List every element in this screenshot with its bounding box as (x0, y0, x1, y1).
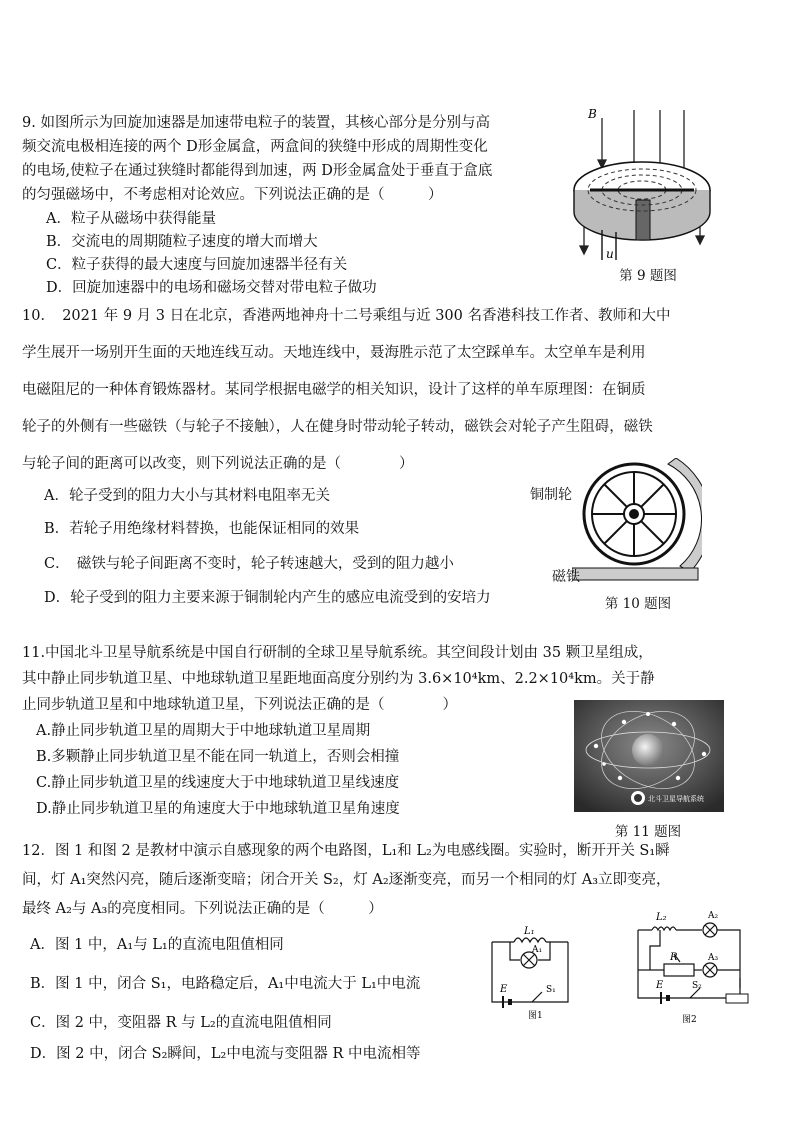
q12-option-c: C．图 2 中，变阻器 R 与 L₂的直流电阻值相同 (30, 1015, 332, 1031)
q11-option-a: A.静止同步轨道卫星的周期大于中地球轨道卫星周期 (36, 723, 371, 739)
fig1-label-s: S₁ (546, 985, 556, 995)
q12-line-3: 最终 A₂与 A₃的亮度相同。下列说法正确的是（ ） (22, 901, 383, 917)
fig2-label-a3: A₃ (708, 953, 719, 963)
label-b: B (588, 107, 597, 121)
label-u: u (606, 247, 614, 261)
fig1-label-e: E (500, 984, 508, 995)
q12-option-a: A．图 1 中，A₁与 L₁的直流电阻值相同 (30, 937, 284, 953)
fig2-label-a2: A₂ (708, 911, 719, 921)
q9-option-a: A．粒子从磁场中获得能量 (46, 211, 216, 227)
circuit-fig-1 (488, 910, 588, 1020)
q10-line-5: 与轮子间的距离可以改变，则下列说法正确的是（ ） (22, 456, 414, 472)
q10-caption: 第 10 题图 (604, 596, 672, 612)
fig1-label-l: L₁ (524, 926, 535, 937)
label-copper-wheel: 铜制轮 (530, 487, 572, 503)
label-magnet: 磁铁 (552, 569, 580, 585)
q12-line-1: 12．图 1 和图 2 是教材中演示自感现象的两个电路图，L₁和 L₂为电感线圈。实验时，断开开关 S₁瞬 (22, 843, 670, 859)
q11-option-d: D.静止同步轨道卫星的角速度大于中地球轨道卫星角速度 (36, 801, 400, 817)
q9-line-2: 频交流电极相连接的两个 D形金属盒，两盒间的狭缝中形成的周期性变化 (22, 139, 488, 155)
q10-line-2: 学生展开一场别开生面的天地连线互动。天地连线中，聂海胜示范了太空踩单车。太空单车是利用 (22, 345, 646, 361)
q11-option-c: C.静止同步轨道卫星的线速度大于中地球轨道卫星线速度 (36, 775, 400, 791)
q10-option-d: D．轮子受到的阻力主要来源于铜制轮内产生的感应电流受到的安培力 (44, 590, 491, 606)
fig1-label-a: A₁ (532, 945, 543, 955)
q9-line-3: 的电场,使粒子在通过狭缝时都能得到加速，两 D形金属盒处于垂直于盒底 (22, 163, 493, 179)
q10-option-c: C． 磁铁与轮子间距离不变时，轮子转速越大，受到的阻力越小 (44, 556, 454, 572)
q10-line-1: 10． 2021 年 9 月 3 日在北京，香港两地神舟十二号乘组与近 300 名香港科技工作者、教师和大中 (22, 308, 671, 324)
q12-option-d: D．图 2 中，闭合 S₂瞬间，L₂中电流与变阻器 R 中电流相等 (30, 1046, 421, 1062)
fig2-label-e: E (656, 980, 664, 991)
q9-line-1: 9. 如图所示为回旋加速器是加速带电粒子的装置，其核心部分是分别与高 (22, 115, 490, 131)
fig2-caption: 图2 (682, 1015, 697, 1025)
beidou-figure (574, 700, 724, 812)
q9-option-c: C．粒子获得的最大速度与回旋加速器半径有关 (46, 257, 348, 273)
q10-line-4: 轮子的外侧有一些磁铁（与轮子不接触），人在健身时带动轮子转动，磁铁会对轮子产生阻碍，磁铁 (22, 419, 653, 435)
circuit-fig-2 (630, 906, 760, 1026)
q10-option-a: A．轮子受到的阻力大小与其材料电阻率无关 (44, 488, 330, 504)
q9-caption: 第 9 题图 (619, 268, 677, 284)
q12-line-2: 间，灯 A₁突然闪亮，随后逐渐变暗；闭合开关 S₂，灯 A₂逐渐变亮，而另一个相同的灯 A₃立即变亮， (22, 872, 671, 888)
fig2-label-l: L₂ (656, 912, 667, 923)
fig2-label-s: S₂ (692, 981, 702, 991)
q9-line-4: 的匀强磁场中，不考虑相对论效应。下列说法正确的是（ ） (22, 187, 443, 203)
q10-option-b: B．若轮子用绝缘材料替换，也能保证相同的效果 (44, 521, 360, 537)
beidou-logo-text: 北斗卫星导航系统 (648, 795, 704, 803)
q9-option-d: D．回旋加速器中的电场和磁场交替对带电粒子做功 (46, 280, 377, 296)
q11-caption: 第 11 题图 (614, 824, 682, 840)
q9-option-b: B．交流电的周期随粒子速度的增大而增大 (46, 234, 318, 250)
q11-line-2: 其中静止同步轨道卫星、中地球轨道卫星距地面高度分别约为 3.6×10⁴km、2.2×10⁴km。关于静 (22, 671, 655, 687)
fig1-caption: 图1 (528, 1011, 543, 1020)
q11-line-1: 11.中国北斗卫星导航系统是中国自行研制的全球卫星导航系统。其空间段计划由 35 颗卫星组成， (22, 645, 653, 661)
q12-option-b: B．图 1 中，闭合 S₁，电路稳定后，A₁中电流大于 L₁中电流 (30, 976, 421, 992)
q11-option-b: B.多颗静止同步轨道卫星不能在同一轨道上，否则会相撞 (36, 749, 400, 765)
copper-wheel-figure (572, 458, 702, 588)
q10-line-3: 电磁阻尼的一种体育锻炼器材。某同学根据电磁学的相关知识，设计了这样的单车原理图：在铜质 (22, 382, 646, 398)
q11-line-3: 止同步轨道卫星和中地球轨道卫星，下列说法正确的是（ ） (22, 697, 457, 713)
fig2-label-r: R (670, 952, 678, 963)
cyclotron-figure (562, 100, 722, 270)
